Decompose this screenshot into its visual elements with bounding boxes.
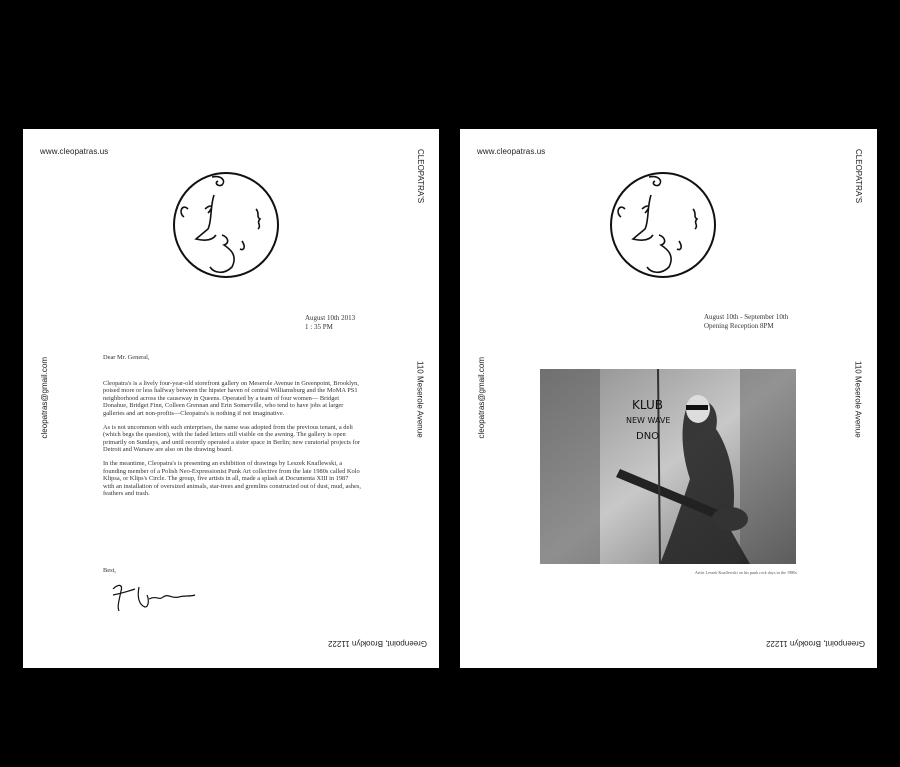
cleopatra-face-logo — [170, 167, 282, 283]
website-url[interactable]: www.cleopatras.us — [40, 147, 109, 156]
time-line: 1 : 35 PM — [305, 323, 333, 331]
email-address[interactable]: cleopatras@gmail.com — [40, 357, 49, 439]
date-line: August 10th 2013 — [305, 314, 356, 322]
greeting: Dear Mr. General, — [103, 354, 150, 361]
brand-name: CLEOPATRA'S — [416, 149, 425, 204]
address-city: Greenpoint, Brooklyn 11222 — [327, 639, 427, 648]
photo-graffiti-dno: DNO — [636, 431, 660, 442]
letter-date — [305, 314, 355, 332]
date-range: August 10th - September 10th — [704, 313, 789, 321]
letter-page-left — [23, 129, 439, 668]
website-url[interactable]: www.cleopatras.us — [477, 147, 546, 156]
cleopatra-face-logo — [607, 167, 719, 283]
address-street: 110 Meserole Avenue — [416, 361, 425, 438]
email-address[interactable]: cleopatras@gmail.com — [477, 357, 486, 439]
photo-graffiti-newwave: NEW WAVE — [626, 416, 671, 425]
address-street: 110 Meserole Avenue — [854, 361, 863, 438]
exhibition-dates — [704, 313, 788, 331]
photo-graffiti-klub: KLUB — [632, 398, 663, 412]
paragraph: Cleopatra's is a lively four-year-old storefront gallery on Meserole Avenue in Greenpoint, Brooklyn, poised more or less halfway between the hipster haven of central Williamsburg and the MoMA PS1 neighborhood across the causeway in Queens. Operated by a team of four women— Bridget Donahue, Bridget Finn, Colleen Grennan and Erin Somerville, who tend to have jobs at larger galleries and art non-profits—Cleopatra's is nothing if not imaginative. — [103, 379, 359, 417]
handwritten-signature — [109, 577, 199, 613]
letter-body — [103, 354, 361, 504]
photo-caption: Artist Leszek Knaflewski on his punk rock days in the 1980s — [694, 570, 797, 575]
signoff: Best, — [103, 567, 116, 574]
artist-photo — [540, 369, 796, 564]
letter-page-right — [460, 129, 877, 668]
address-city: Greenpoint, Brooklyn 11222 — [765, 639, 865, 648]
paragraph: In the meantime, Cleopatra's is presenting an exhibition of drawings by Leszek Knaflewski, a founding member of a Polish Neo-Expressionist Punk Art collective from the late 1980s called Kolo Klipsa, or Klips's Circle. The group, five artists in all, made a splash at Documenta XIII in 1987 with an installation of oversized animals, star-trees and gremlins constructed out of dust, mud, ashes, feathers and trash. — [103, 459, 361, 498]
brand-name: CLEOPATRA'S — [854, 149, 863, 204]
paragraph: As is not uncommon with such enterprises, the name was adopted from the previous tenant, a deli (which begs the question), with the faded letters still visible on the awning. The gallery is open primarily on Sundays, and until recently operated a sister space in Berlin; new curatorial projects for Detroit and Warsaw are also on the drawing board. — [103, 423, 360, 454]
opening-reception: Opening Reception 8PM — [704, 322, 774, 330]
